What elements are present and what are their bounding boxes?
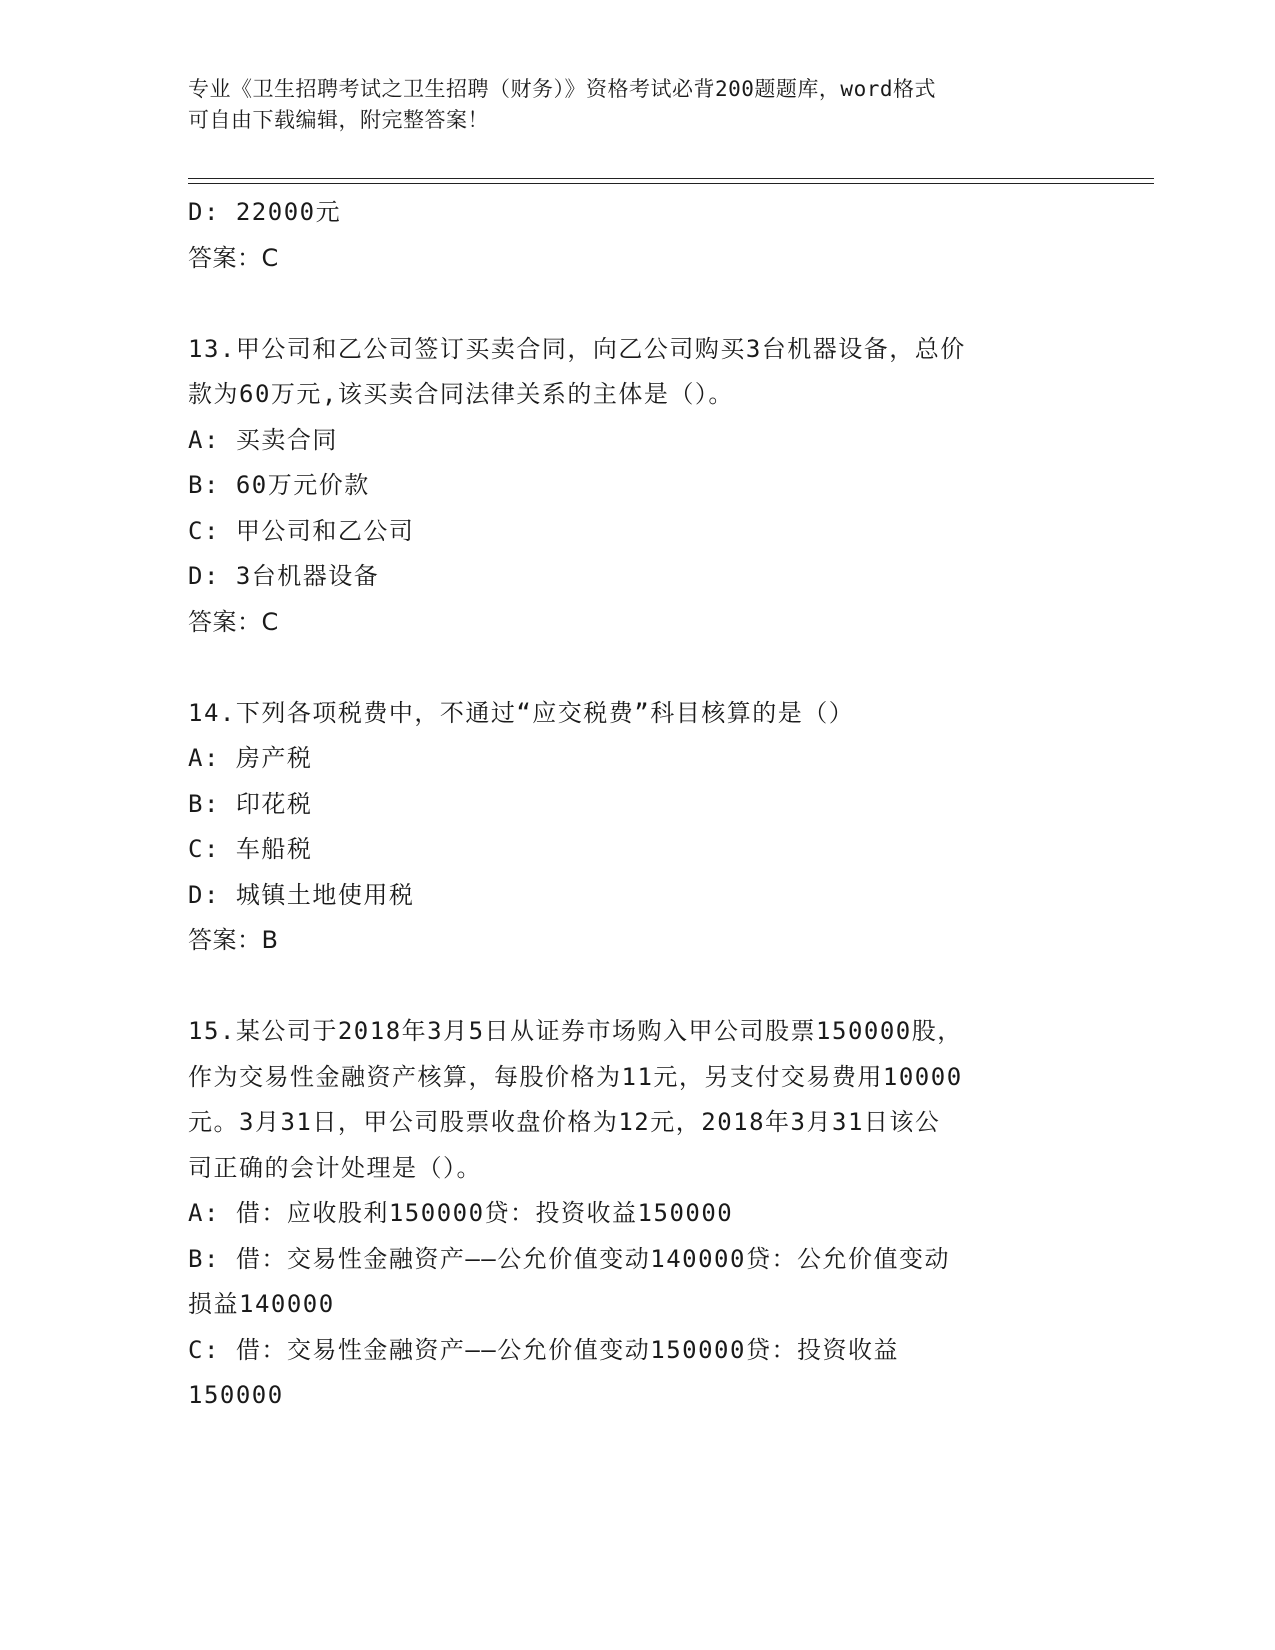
previous-question-tail <box>188 190 1068 281</box>
document-body <box>188 190 1068 1419</box>
option-b: B: 60万元价款 <box>188 471 370 499</box>
option-b: B: 印花税 <box>188 789 313 818</box>
question-14 <box>188 691 1068 964</box>
option-c: C: 甲公司和乙公司 <box>188 516 415 545</box>
spacer <box>188 964 1068 1010</box>
answer: 答案：C <box>188 243 279 272</box>
question-stem: 元。3月31日，甲公司股票收盘价格为12元，2018年3月31日该公 <box>188 1108 941 1136</box>
question-stem: 14.下列各项税费中，不通过“应交税费”科目核算的是（） <box>188 698 855 727</box>
question-stem: 款为60万元,该买卖合同法律关系的主体是（）。 <box>188 380 734 408</box>
spacer <box>188 281 1068 327</box>
question-stem: 作为交易性金融资产核算，每股价格为11元，另支付交易费用10000 <box>188 1062 963 1091</box>
question-stem: 15.某公司于2018年3月5日从证券市场购入甲公司股票150000股， <box>188 1017 963 1045</box>
option-a: A: 房产税 <box>188 744 313 772</box>
header-divider-top <box>188 178 1154 179</box>
question-13 <box>188 327 1068 646</box>
header-line-1: 专业《卫生招聘考试之卫生招聘（财务）》资格考试必背200题题库，word格式 <box>188 77 936 101</box>
option-a: A: 买卖合同 <box>188 425 338 454</box>
option-c: C: 车船税 <box>188 835 313 863</box>
spacer <box>188 645 1068 691</box>
question-stem: 司正确的会计处理是（）。 <box>188 1153 482 1182</box>
option-b: B: 借：交易性金融资产——公允价值变动140000贷：公允价值变动 <box>188 1244 950 1273</box>
option-d: D: 22000元 <box>188 198 342 226</box>
question-stem: 13.甲公司和乙公司签订买卖合同，向乙公司购买3台机器设备，总价 <box>188 334 966 363</box>
document-header <box>188 74 1068 136</box>
option-a: A: 借：应收股利150000贷：投资收益150000 <box>188 1199 734 1227</box>
option-c: C: 借：交易性金融资产——公允价值变动150000贷：投资收益 <box>188 1335 899 1364</box>
option-c-continued: 150000 <box>188 1381 284 1409</box>
header-divider-bottom <box>188 183 1154 184</box>
header-line-2: 可自由下载编辑，附完整答案！ <box>188 108 489 132</box>
option-d: D: 城镇土地使用税 <box>188 880 415 909</box>
answer: 答案：B <box>188 926 279 954</box>
option-d: D: 3台机器设备 <box>188 562 380 590</box>
option-b-continued: 损益140000 <box>188 1290 335 1318</box>
answer: 答案：C <box>188 607 279 636</box>
question-15 <box>188 1009 1068 1419</box>
